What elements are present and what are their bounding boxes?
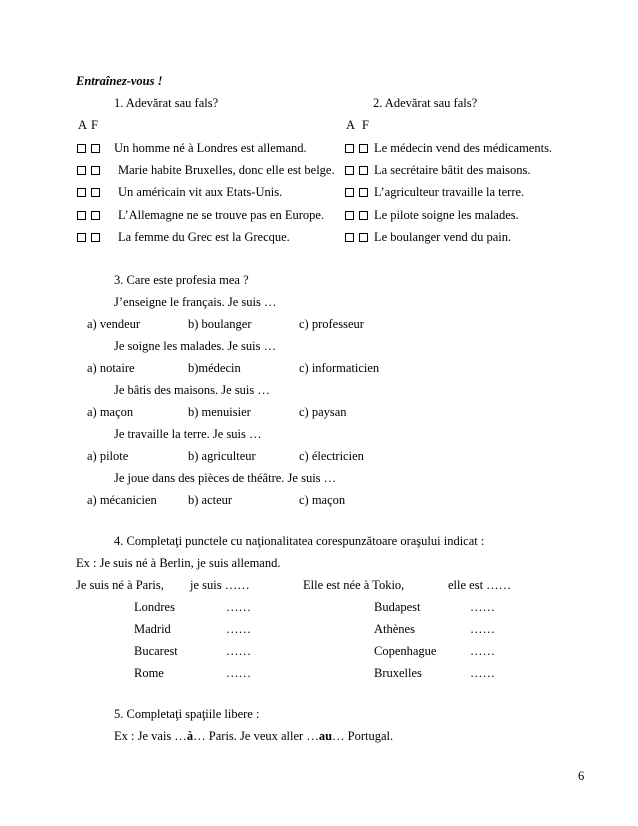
ex4-blank-right-4: …… xyxy=(470,666,495,680)
ex4-line1-right-b: elle est …… xyxy=(448,578,512,592)
checkbox-true[interactable] xyxy=(345,211,354,220)
ex2-statement-1: Le médecin vend des médicaments. xyxy=(374,141,553,155)
ex4-city-left-2: Madrid xyxy=(134,622,171,636)
ex2-statement-4: Le pilote soigne les malades. xyxy=(374,208,519,222)
ex4-heading: 4. Completaţi punctele cu naţionalitatea corespunzătoare oraşului indicat : xyxy=(114,534,485,548)
ex5-example-answer-2: au xyxy=(318,729,333,743)
ex5-example-part-1: Ex : Je vais … xyxy=(114,729,187,743)
ex4-blank-right-2: …… xyxy=(470,622,495,636)
ex4-city-right-1: Budapest xyxy=(374,600,421,614)
ex4-line1-left-b: je suis …… xyxy=(190,578,250,592)
ex2-statement-3: L’agriculteur travaille la terre. xyxy=(374,185,525,199)
page-title: Entraînez-vous ! xyxy=(76,74,163,88)
checkbox-false[interactable] xyxy=(359,166,368,175)
ex1-row-1-checkboxes xyxy=(77,141,100,156)
ex2-heading: 2. Adevărat sau fals? xyxy=(373,96,478,110)
ex2-row-2-checkboxes xyxy=(345,163,368,178)
checkbox-true[interactable] xyxy=(77,144,86,153)
checkbox-false[interactable] xyxy=(91,144,100,153)
ex4-blank-left-3: …… xyxy=(226,644,251,658)
ex3-q3-option-c: c) paysan xyxy=(299,405,347,419)
ex2-col-a-label: A xyxy=(346,118,356,132)
ex3-q5-option-b: b) acteur xyxy=(188,493,233,507)
ex5-heading: 5. Completaţi spaţiile libere : xyxy=(114,707,260,721)
page-number: 6 xyxy=(578,769,585,783)
ex3-q5-option-a: a) mécanicien xyxy=(87,493,157,507)
ex4-city-left-3: Bucarest xyxy=(134,644,178,658)
checkbox-true[interactable] xyxy=(345,188,354,197)
ex4-city-right-2: Athènes xyxy=(374,622,415,636)
ex1-statement-1: Un homme né à Londres est allemand. xyxy=(114,141,307,155)
ex2-statement-2: La secrétaire bâtit des maisons. xyxy=(374,163,531,177)
ex4-blank-left-2: …… xyxy=(226,622,251,636)
ex3-q4-option-b: b) agriculteur xyxy=(188,449,256,463)
checkbox-false[interactable] xyxy=(91,188,100,197)
ex2-row-4-checkboxes xyxy=(345,208,368,223)
checkbox-true[interactable] xyxy=(77,211,86,220)
ex3-q4-option-a: a) pilote xyxy=(87,449,129,463)
ex4-city-left-1: Londres xyxy=(134,600,175,614)
ex1-col-f-label: F xyxy=(91,118,98,132)
ex3-q3-option-b: b) menuisier xyxy=(188,405,251,419)
ex4-blank-left-1: …… xyxy=(226,600,251,614)
ex5-example-part-3: … Portugal. xyxy=(332,729,394,743)
ex4-blank-right-3: …… xyxy=(470,644,495,658)
ex2-statement-5: Le boulanger vend du pain. xyxy=(374,230,512,244)
checkbox-false[interactable] xyxy=(359,188,368,197)
ex4-line1-right-a: Elle est née à Tokio, xyxy=(303,578,405,592)
checkbox-false[interactable] xyxy=(91,233,100,242)
ex3-q2-prompt: Je soigne les malades. Je suis … xyxy=(114,339,277,353)
ex5-example xyxy=(114,729,393,744)
checkbox-false[interactable] xyxy=(91,166,100,175)
checkbox-true[interactable] xyxy=(345,144,354,153)
ex3-q4-option-c: c) électricien xyxy=(299,449,364,463)
ex3-q1-prompt: J’enseigne le français. Je suis … xyxy=(114,295,277,309)
ex4-city-right-3: Copenhague xyxy=(374,644,437,658)
ex1-row-3-checkboxes xyxy=(77,185,100,200)
ex3-q1-option-a: a) vendeur xyxy=(87,317,141,331)
checkbox-true[interactable] xyxy=(345,166,354,175)
ex4-city-left-4: Rome xyxy=(134,666,164,680)
checkbox-true[interactable] xyxy=(77,233,86,242)
ex2-row-5-checkboxes xyxy=(345,230,368,245)
ex2-row-1-checkboxes xyxy=(345,141,368,156)
ex1-statement-4: L’Allemagne ne se trouve pas en Europe. xyxy=(118,208,325,222)
ex3-q2-option-c: c) informaticien xyxy=(299,361,380,375)
ex5-example-part-2: … Paris. Je veux aller … xyxy=(193,729,319,743)
ex3-q1-option-c: c) professeur xyxy=(299,317,364,331)
ex2-col-f-label: F xyxy=(362,118,369,132)
ex4-example: Ex : Je suis né à Berlin, je suis allemand. xyxy=(76,556,281,570)
ex1-heading: 1. Adevărat sau fals? xyxy=(114,96,219,110)
checkbox-true[interactable] xyxy=(345,233,354,242)
ex3-q2-option-b: b)médecin xyxy=(188,361,241,375)
ex4-city-right-4: Bruxelles xyxy=(374,666,422,680)
ex3-q1-option-b: b) boulanger xyxy=(188,317,252,331)
checkbox-false[interactable] xyxy=(91,211,100,220)
ex1-statement-5: La femme du Grec est la Grecque. xyxy=(118,230,290,244)
ex5-example-answer-1: à xyxy=(186,729,194,743)
ex1-col-a-label: A xyxy=(78,118,88,132)
ex4-blank-right-1: …… xyxy=(470,600,495,614)
ex3-q4-prompt: Je travaille la terre. Je suis … xyxy=(114,427,262,441)
ex3-q5-option-c: c) maçon xyxy=(299,493,346,507)
ex3-q5-prompt: Je joue dans des pièces de théâtre. Je suis … xyxy=(114,471,337,485)
ex4-blank-left-4: …… xyxy=(226,666,251,680)
ex1-row-4-checkboxes xyxy=(77,208,100,223)
checkbox-false[interactable] xyxy=(359,211,368,220)
ex3-q3-option-a: a) maçon xyxy=(87,405,134,419)
ex1-statement-3: Un américain vit aux Etats-Unis. xyxy=(118,185,283,199)
ex3-q2-option-a: a) notaire xyxy=(87,361,135,375)
checkbox-false[interactable] xyxy=(359,233,368,242)
ex1-row-5-checkboxes xyxy=(77,230,100,245)
ex1-row-2-checkboxes xyxy=(77,163,100,178)
ex4-line1-left-a: Je suis né à Paris, xyxy=(76,578,164,592)
checkbox-true[interactable] xyxy=(77,188,86,197)
checkbox-false[interactable] xyxy=(359,144,368,153)
ex2-row-3-checkboxes xyxy=(345,185,368,200)
checkbox-true[interactable] xyxy=(77,166,86,175)
ex3-q3-prompt: Je bâtis des maisons. Je suis … xyxy=(114,383,270,397)
ex3-heading: 3. Care este profesia mea ? xyxy=(114,273,249,287)
ex1-statement-2: Marie habite Bruxelles, donc elle est belge. xyxy=(118,163,335,177)
